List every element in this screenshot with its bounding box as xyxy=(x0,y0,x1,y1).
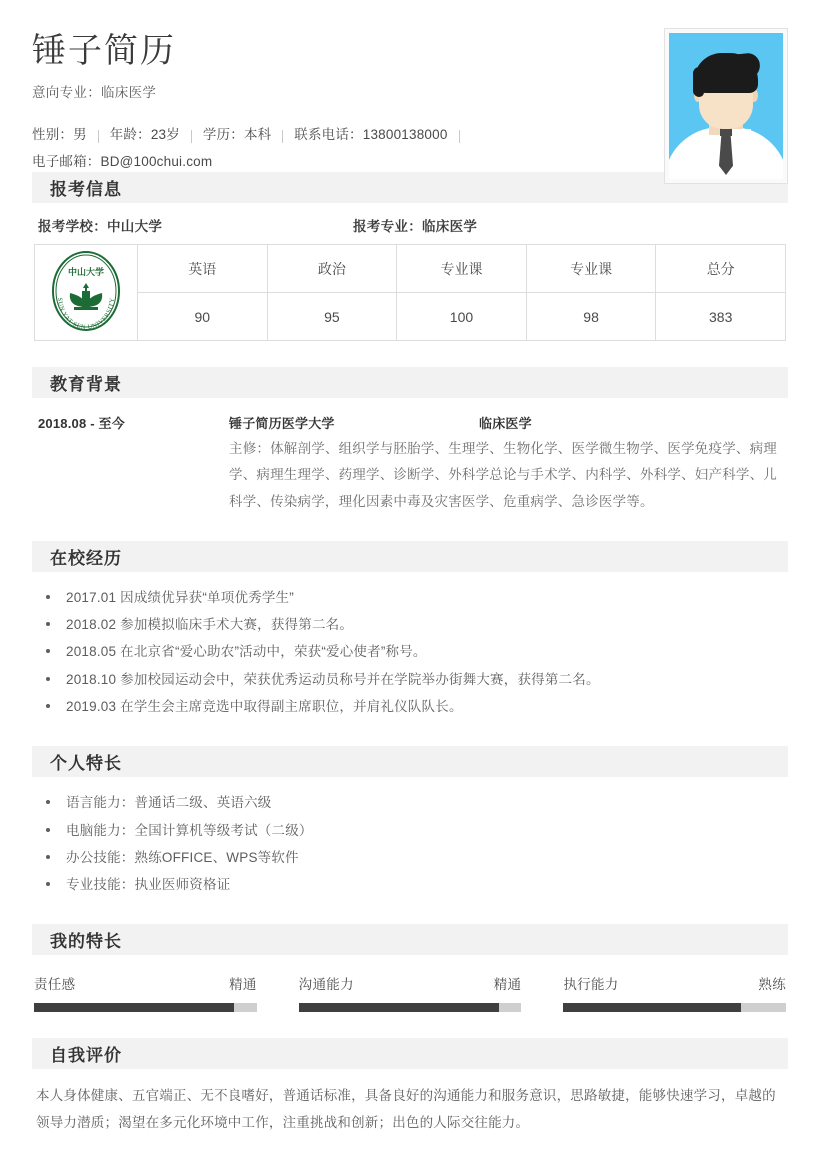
skill-level: 精通 xyxy=(229,977,257,993)
svg-text:中山大学: 中山大学 xyxy=(67,267,105,277)
section-personal-strengths xyxy=(32,746,788,898)
self-evaluation-text: 本人身体健康、五官端正、无不良嗜好，普通话标准，具备良好的沟通能力和服务意识，思路敏捷，能够快速学习，卓越的领导力潜质；渴望在多元化环境中工作，注重挑战和创新；出色的人际交往能力。 xyxy=(36,1088,776,1130)
education-major: 临床医学 xyxy=(479,416,532,431)
spacer xyxy=(32,341,788,367)
section-title: 在校经历 xyxy=(50,548,122,568)
section-title: 个人特长 xyxy=(50,754,122,774)
list-item: 办公技能：熟练OFFICE、WPS等软件 xyxy=(40,844,788,871)
skill-track xyxy=(299,1003,522,1012)
score-value-cell: 95 xyxy=(267,293,397,341)
section-title: 报考信息 xyxy=(50,180,122,199)
list-item: 电脑能力：全国计算机等级考试（二级） xyxy=(40,817,788,844)
score-value-cell: 100 xyxy=(397,293,527,341)
table-row-values xyxy=(35,293,786,341)
section-header-self-evaluation xyxy=(32,1038,788,1069)
header-text-block xyxy=(32,28,467,175)
skill-bar-group xyxy=(32,955,788,1012)
section-title: 我的特长 xyxy=(50,932,122,952)
skill-label: 沟通能力 xyxy=(298,977,354,993)
section-body-education xyxy=(32,398,788,515)
section-body-exam-info xyxy=(32,203,788,341)
skill-label: 执行能力 xyxy=(563,977,619,993)
score-value-cell: 383 xyxy=(656,293,786,341)
score-header-cell: 总分 xyxy=(656,245,786,293)
education-entry-head xyxy=(34,398,786,436)
meta-age: 年龄：23岁 xyxy=(109,127,180,143)
meta-phone: 联系电话：13800138000 xyxy=(294,127,448,143)
resume-header xyxy=(32,0,788,172)
spacer xyxy=(32,1012,788,1038)
sun-yat-sen-university-logo-icon xyxy=(36,247,136,335)
section-self-evaluation xyxy=(32,1038,788,1136)
meta-divider xyxy=(459,130,460,143)
meta-divider xyxy=(98,130,99,143)
skill-fill xyxy=(299,1003,499,1012)
avatar xyxy=(669,33,783,179)
spacer xyxy=(32,515,788,541)
score-value-cell: 90 xyxy=(138,293,268,341)
education-school: 锤子简历医学大学 xyxy=(229,416,335,431)
section-header-campus-experience xyxy=(32,541,788,572)
skill-track xyxy=(34,1003,257,1012)
list-item: 语言能力：普通话二级、英语六级 xyxy=(40,789,788,816)
education-description: 主修：体解剖学、组织学与胚胎学、生理学、生物化学、医学微生物学、医学免疫学、病理学、病理生理学、药理学、诊断学、外科学总论与手术学、内科学、外科学、妇产科学、儿科学、传染病学，理化因素中毒及灾害医学、危重病学、急诊医学等。 xyxy=(229,441,777,509)
exam-school: 报考学校：中山大学 xyxy=(38,219,163,234)
score-header-cell: 政治 xyxy=(267,245,397,293)
list-item: 2018.02 参加模拟临床手术大赛，获得第二名。 xyxy=(40,611,788,638)
avatar-hair-sideburn xyxy=(693,67,704,97)
score-header-cell: 专业课 xyxy=(397,245,527,293)
skill-fill xyxy=(563,1003,741,1012)
skill-track xyxy=(563,1003,786,1012)
meta-gender: 性别：男 xyxy=(32,127,87,143)
spacer xyxy=(32,898,788,924)
section-header-my-skills xyxy=(32,924,788,955)
svg-text:SUN YAT-SEN UNIVERSITY: SUN YAT-SEN UNIVERSITY xyxy=(55,297,117,332)
list-item: 2019.03 在学生会主席竞选中取得副主席职位，并肩礼仪队队长。 xyxy=(40,693,788,720)
university-logo-cell xyxy=(35,245,138,341)
skill-level: 熟练 xyxy=(758,977,787,993)
skill-fill xyxy=(34,1003,234,1012)
score-value-cell: 98 xyxy=(526,293,656,341)
score-table xyxy=(34,244,786,341)
score-header-cell: 英语 xyxy=(138,245,268,293)
skill-label: 责任感 xyxy=(34,977,76,993)
education-date: 2018.08 - 至今 xyxy=(38,416,125,431)
skill-item xyxy=(299,973,522,1012)
score-header-cell: 专业课 xyxy=(526,245,656,293)
skill-header xyxy=(563,973,786,993)
skill-item xyxy=(563,973,786,1012)
meta-degree: 学历：本科 xyxy=(202,127,272,143)
avatar-frame xyxy=(664,28,788,184)
list-item: 2017.01 因成绩优异获“单项优秀学生” xyxy=(40,584,788,611)
list-item: 专业技能：执业医师资格证 xyxy=(40,871,788,898)
section-exam-info xyxy=(32,172,788,341)
section-header-education xyxy=(32,367,788,398)
skill-header xyxy=(299,973,522,993)
skill-item xyxy=(34,973,257,1012)
intended-major: 意向专业：临床医学 xyxy=(32,85,157,101)
spacer xyxy=(32,720,788,746)
section-my-skills xyxy=(32,924,788,1012)
skill-level: 精通 xyxy=(493,977,522,993)
section-title: 自我评价 xyxy=(50,1046,122,1066)
list-item: 2018.10 参加校园运动会中，荣获优秀运动员称号并在学院举办街舞大赛，获得第二名。 xyxy=(40,666,788,693)
meta-divider xyxy=(282,130,283,143)
section-education xyxy=(32,367,788,515)
table-row-headers xyxy=(35,245,786,293)
exam-major: 报考专业：临床医学 xyxy=(353,219,478,234)
meta-email: 电子邮箱：BD@100chui.com xyxy=(32,154,213,170)
list-item: 2018.05 在北京省“爱心助农”活动中，荣获“爱心使者”称号。 xyxy=(40,638,788,665)
meta-divider xyxy=(191,130,192,143)
campus-experience-list xyxy=(32,572,788,720)
contact-meta-line xyxy=(32,121,467,175)
skill-header xyxy=(34,973,257,993)
section-title: 教育背景 xyxy=(50,375,122,394)
page-title: 锤子简历 xyxy=(32,32,176,70)
section-campus-experience xyxy=(32,541,788,720)
section-header-personal-strengths xyxy=(32,746,788,777)
exam-fields-row xyxy=(34,203,786,244)
personal-strengths-list xyxy=(32,777,788,898)
